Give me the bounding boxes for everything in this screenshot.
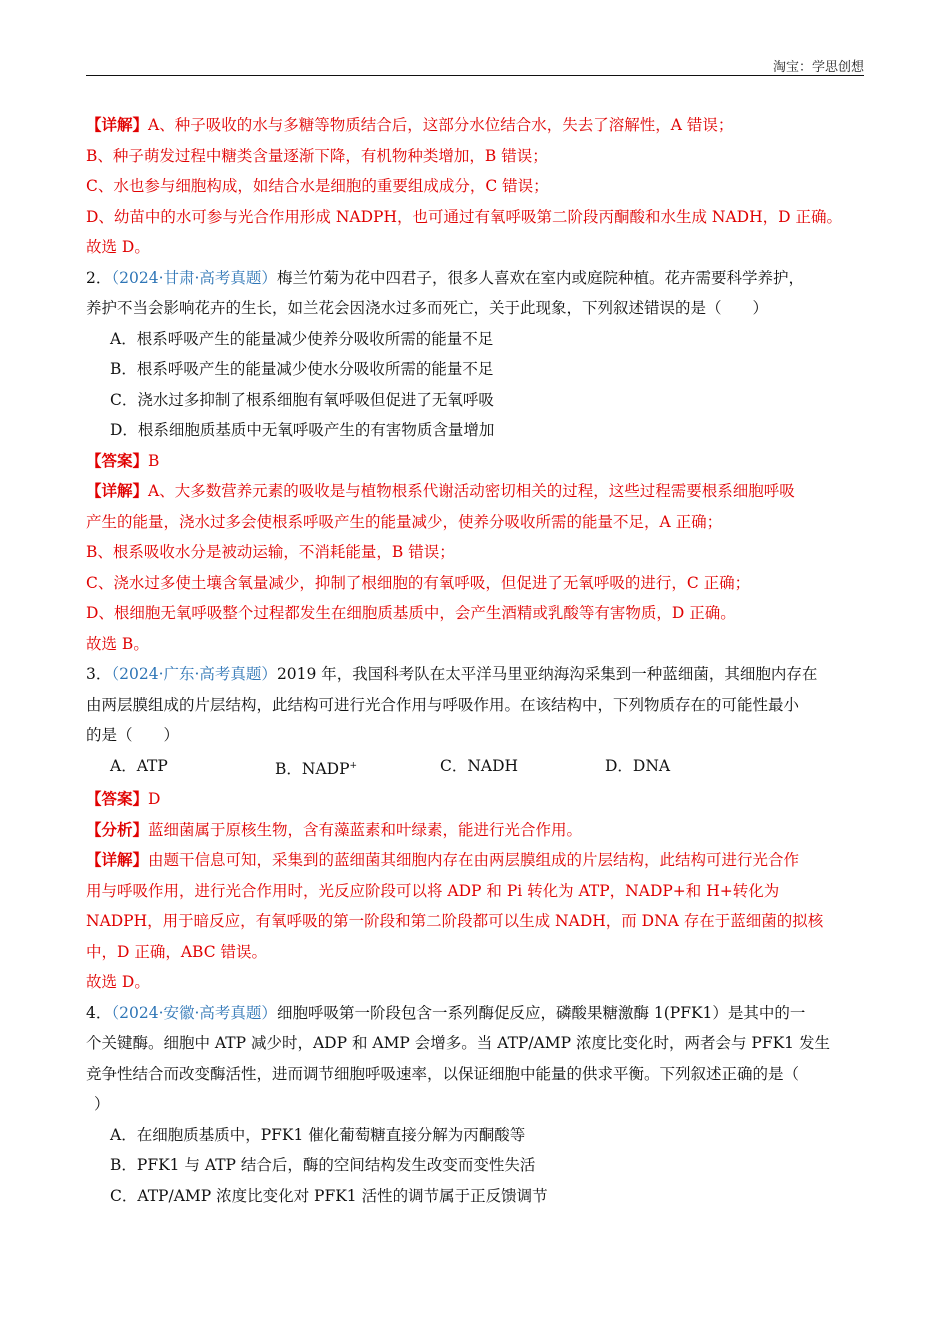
q2-detail-line: 【详解】A、大多数营养元素的吸收是与植物根系代谢活动密切相关的过程，这些过程需要根系细胞呼吸	[86, 481, 795, 500]
header-rule	[86, 75, 864, 76]
q3-answer: 【答案】D	[86, 789, 161, 809]
q3-detail-line: 用与呼吸作用，进行光合作用时，光反应阶段可以将 ADP 和 Pi 转化为 ATP，NADP+和 H+转化为	[86, 881, 780, 900]
q4-option-a: A．在细胞质基质中，PFK1 催化葡萄糖直接分解为丙酮酸等	[110, 1125, 526, 1144]
q2-stem-line: 2．（2024·甘肃·高考真题）梅兰竹菊为花中四君子，很多人喜欢在室内或庭院种植。花卉需要科学养护，	[86, 268, 804, 287]
q2-answer: 【答案】B	[86, 450, 160, 470]
document-body	[86, 110, 864, 1211]
q1-detail-line: C、水也参与细胞构成，如结合水是细胞的重要组成成分，C 错误；	[86, 177, 549, 195]
q2-stem-line: 养护不当会影响花卉的生长，如兰花会因浇水过多而死亡，关于此现象，下列叙述错误的是（ ）	[86, 299, 769, 317]
q3-detail-line: 【详解】由题干信息可知，采集到的蓝细菌其细胞内存在由两层膜组成的片层结构，此结构可进行光合作	[86, 850, 800, 870]
q2-option-c: C．浇水过多抑制了根系细胞有氧呼吸但促进了无氧呼吸	[110, 390, 494, 409]
page-header: 淘宝：学思创想	[772, 60, 864, 75]
q3-stem-line: 的是（ ）	[86, 726, 180, 744]
q3-stem-line: 由两层膜组成的片层结构，此结构可进行光合作用与呼吸作用。在该结构中，下列物质存在的可能性最小	[86, 695, 800, 714]
q2-detail-tag: 【详解】	[86, 481, 149, 500]
q3-detail-tag: 【详解】	[86, 850, 149, 870]
q3-detail-line: 中，D 正确，ABC 错误。	[86, 942, 268, 961]
q3-number: 3．	[86, 665, 112, 683]
q3-stem-line: 3．（2024·广东·高考真题）2019 年，我国科考队在太平洋马里亚纳海沟采集到一种蓝细菌，其细胞内存在	[86, 665, 818, 683]
q2-option-d: D．根系细胞质基质中无氧呼吸产生的有害物质含量增加	[110, 421, 495, 439]
q1-conclusion: 故选 D。	[86, 238, 150, 256]
q1-detail-line: B、种子萌发过程中糖类含量逐渐下降，有机物种类增加，B 错误；	[86, 146, 548, 165]
q3-analysis: 【分析】蓝细菌属于原核生物，含有藻蓝素和叶绿素，能进行光合作用。	[86, 819, 583, 839]
q2-option-a: A．根系呼吸产生的能量减少使养分吸收所需的能量不足	[110, 329, 494, 348]
q3-option-d: D．DNA	[605, 756, 671, 775]
q4-option-c: C．ATP/AMP 浓度比变化对 PFK1 活性的调节属于正反馈调节	[110, 1186, 548, 1205]
q2-detail-line: B、根系吸收水分是被动运输，不消耗能量，B 错误；	[86, 543, 455, 561]
q2-detail-line: 产生的能量，浇水过多会使根系呼吸产生的能量减少，使养分吸收所需的能量不足，A 正确；	[86, 512, 723, 531]
q4-stem-line: 4．（2024·安徽·高考真题）细胞呼吸第一阶段包含一系列酶促反应，磷酸果糖激酶 1(PFK1）是其中的一	[86, 1003, 806, 1022]
q1-detail-tag: 【详解】	[86, 115, 149, 134]
q4-number: 4．	[86, 1003, 112, 1022]
q3-options	[86, 751, 864, 785]
q1-detail-line: D、幼苗中的水可参与光合作用形成 NADPH，也可通过有氧呼吸第二阶段丙酮酸和水生成 NADH，D 正确。	[86, 207, 842, 226]
q4-stem-line: 竞争性结合而改变酶活性，进而调节细胞呼吸速率，以保证细胞中能量的供求平衡。下列叙述正确的是（	[86, 1064, 800, 1083]
q3-option-c: C．NADH	[440, 756, 519, 775]
q3-detail-line: NADPH，用于暗反应，有氧呼吸的第一阶段和第二阶段都可以生成 NADH，而 DNA 存在于蓝细菌的拟核	[86, 912, 824, 931]
q3-option-a: A．ATP	[110, 756, 168, 775]
q3-source: （2024·广东·高考真题）	[111, 665, 277, 683]
q2-option-b: B．根系呼吸产生的能量减少使水分吸收所需的能量不足	[110, 360, 494, 378]
q2-source: （2024·甘肃·高考真题）	[111, 268, 277, 287]
q2-detail-line: C、浇水过多使土壤含氧量减少，抑制了根细胞的有氧呼吸，但促进了无氧呼吸的进行，C 正确；	[86, 573, 751, 592]
q1-detail-line: 【详解】A、种子吸收的水与多糖等物质结合后，这部分水位结合水，失去了溶解性，A 错误；	[86, 115, 734, 134]
q3-option-b: B．NADP+	[275, 759, 358, 778]
q3-conclusion: 故选 D。	[86, 973, 150, 992]
q2-conclusion: 故选 B。	[86, 634, 149, 653]
q4-stem-line: ）	[94, 1095, 110, 1114]
q2-number: 2．	[86, 268, 112, 287]
q4-option-b: B．PFK1 与 ATP 结合后，酶的空间结构发生改变而变性失活	[110, 1156, 536, 1175]
q4-stem-line: 个关键酶。细胞中 ATP 减少时，ADP 和 AMP 会增多。当 ATP/AMP 浓度比变化时，两者会与 PFK1 发生	[86, 1034, 830, 1053]
q2-detail-line: D、根细胞无氧呼吸整个过程都发生在细胞质基质中，会产生酒精或乳酸等有害物质，D 正确。	[86, 604, 736, 622]
q4-source: （2024·安徽·高考真题）	[111, 1003, 277, 1022]
